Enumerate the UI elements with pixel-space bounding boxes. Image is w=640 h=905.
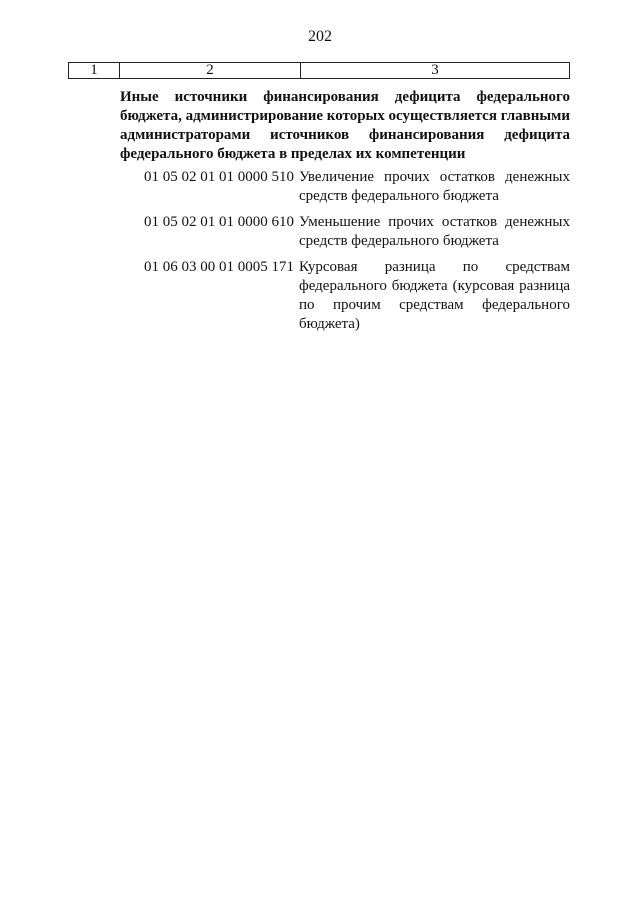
entry-code: 01 05 02 01 01 0000 610 bbox=[144, 214, 294, 230]
entry-description: Увеличение прочих остатков денежных средств федерального бюджета bbox=[299, 169, 570, 204]
entry-code: 01 05 02 01 01 0000 510 bbox=[144, 169, 294, 185]
list-item bbox=[144, 168, 570, 206]
column-header-1: 1 bbox=[69, 63, 120, 78]
column-header-2: 2 bbox=[120, 63, 301, 78]
entry-list bbox=[144, 168, 570, 341]
column-header-3: 3 bbox=[431, 62, 439, 78]
column-header-row bbox=[68, 62, 570, 79]
page-number: 202 bbox=[308, 28, 332, 45]
entry-description: Уменьшение прочих остатков денежных средств федерального бюджета bbox=[299, 214, 570, 249]
entry-description: Курсовая разница по средствам федерального бюджета (курсовая разница по прочим средствам федерального бюджета) bbox=[299, 259, 570, 332]
list-item bbox=[144, 258, 570, 334]
entry-code: 01 06 03 00 01 0005 171 bbox=[144, 259, 294, 275]
list-item bbox=[144, 213, 570, 251]
section-heading: Иные источники финансирования дефицита федерального бюджета, администрирование которых осуществляется главными администраторами источников финансирования дефицита федерального бюджета в пределах их компетенции bbox=[120, 89, 570, 162]
